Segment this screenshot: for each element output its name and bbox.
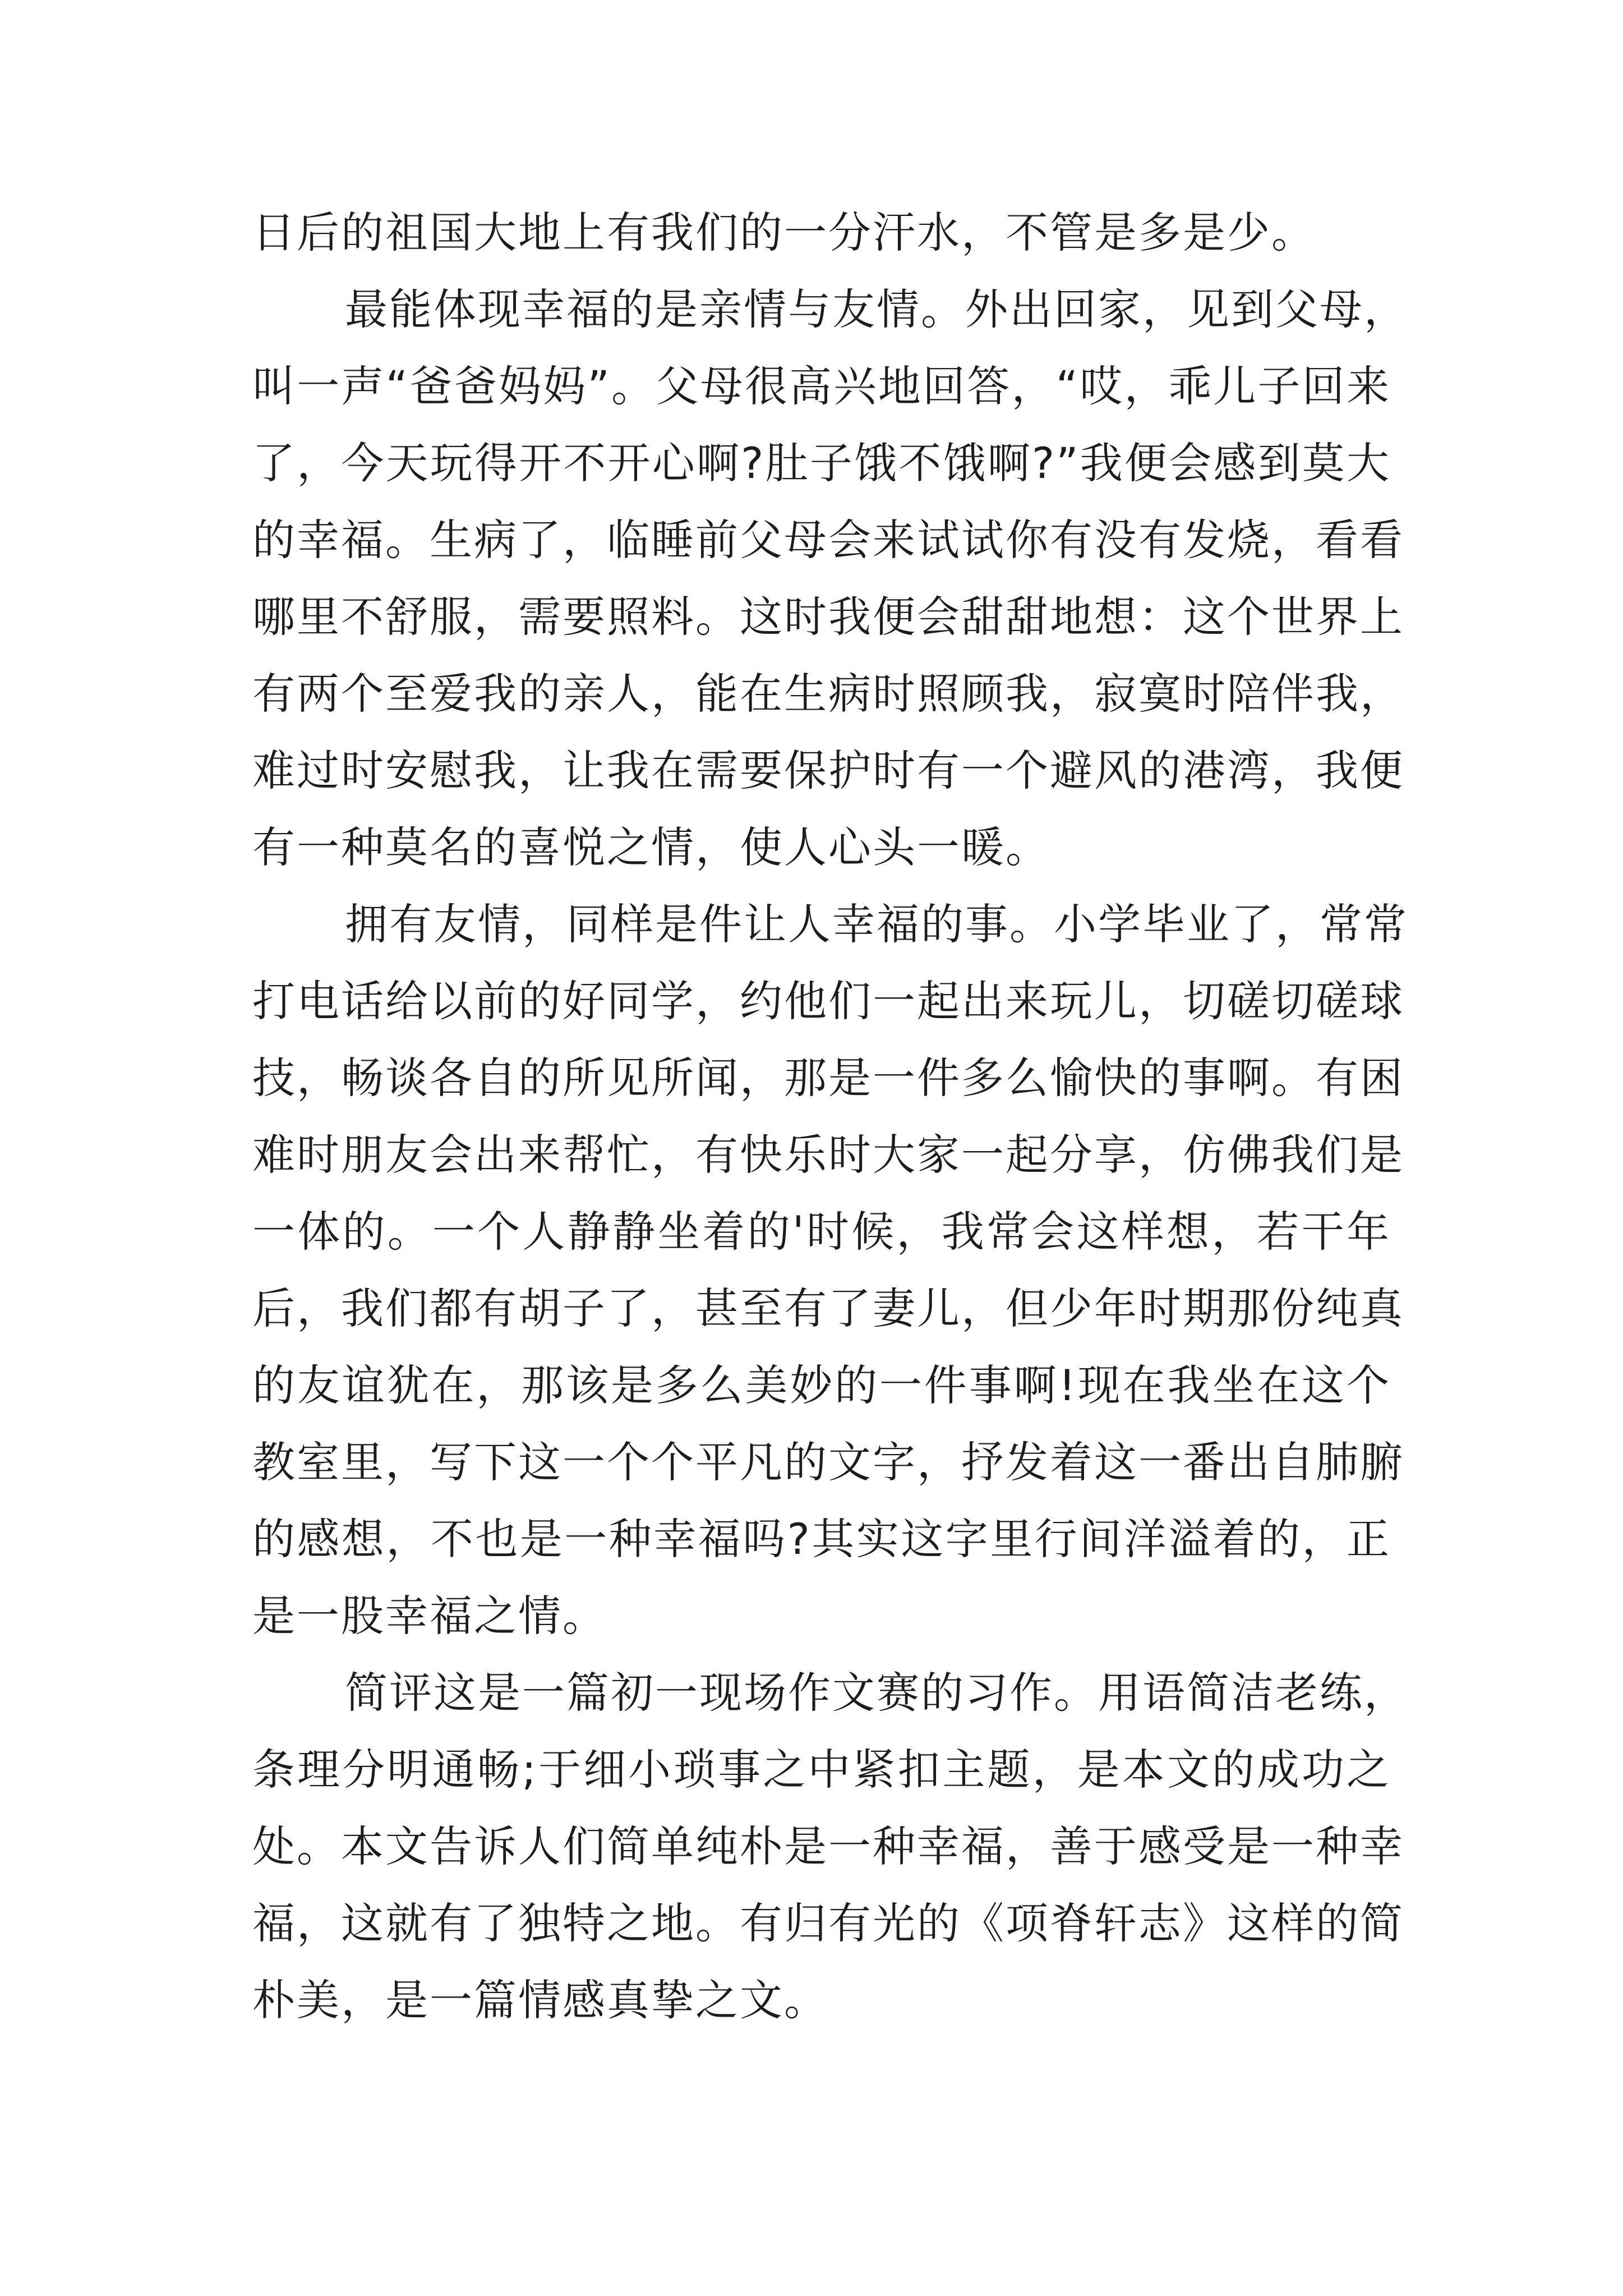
text-line: 哪里不舒服，需要照料。这时我便会甜甜地想：这个世界上 bbox=[252, 592, 1404, 642]
text-line: 条理分明通畅;于细小琐事之中紧扣主题，是本文的成功之 bbox=[252, 1745, 1391, 1795]
text-line: 有两个至爱我的亲人，能在生病时照顾我，寂寞时陪伴我， bbox=[252, 669, 1404, 719]
text-line: 打电话给以前的好同学，约他们一起出来玩儿，切磋切磋球 bbox=[252, 976, 1404, 1026]
text-line: 的幸福。生病了，临睡前父母会来试试你有没有发烧，看看 bbox=[252, 515, 1404, 565]
text-line: 教室里，写下这一个个平凡的文字，抒发着这一番出自肺腑 bbox=[252, 1437, 1404, 1487]
text-line: 叫一声“爸爸妈妈”。父母很高兴地回答，“哎，乖儿子回来 bbox=[252, 361, 1391, 411]
text-line: 的友谊犹在，那该是多么美妙的一件事啊!现在我坐在这个 bbox=[252, 1360, 1391, 1410]
text-line: 处。本文告诉人们简单纯朴是一种幸福，善于感受是一种幸 bbox=[252, 1821, 1404, 1871]
paragraph-start-line: 拥有友情，同样是件让人幸福的事。小学毕业了，常常 bbox=[345, 899, 1408, 949]
text-line: 技，畅谈各自的所见所闻，那是一件多么愉快的事啊。有困 bbox=[252, 1053, 1404, 1103]
text-line: 有一种莫名的喜悦之情，使人心头一暖。 bbox=[252, 822, 1050, 872]
text-line: 难时朋友会出来帮忙，有快乐时大家一起分享，仿佛我们是 bbox=[252, 1130, 1404, 1180]
text-line: 是一股幸福之情。 bbox=[252, 1591, 607, 1641]
paragraph-start-line: 最能体现幸福的是亲情与友情。外出回家，见到父母， bbox=[345, 284, 1408, 334]
text-line: 难过时安慰我，让我在需要保护时有一个避风的港湾，我便 bbox=[252, 746, 1404, 795]
text-line: 的感想，不也是一种幸福吗?其实这字里行间洋溢着的，正 bbox=[252, 1514, 1391, 1564]
text-line: 了，今天玩得开不开心啊?肚子饿不饿啊?”我便会感到莫大 bbox=[252, 438, 1391, 488]
paragraph-start-line: 简评这是一篇初一现场作文赛的习作。用语简洁老练， bbox=[345, 1668, 1408, 1718]
text-line: 日后的祖国大地上有我们的一分汗水，不管是多是少。 bbox=[252, 208, 1316, 257]
text-line: 朴美，是一篇情感真挚之文。 bbox=[252, 1975, 828, 2025]
text-line: 后，我们都有胡子了，甚至有了妻儿，但少年时期那份纯真 bbox=[252, 1283, 1404, 1333]
text-line: 一体的。一个人静静坐着的'时候，我常会这样想，若干年 bbox=[252, 1207, 1391, 1257]
text-line: 福，这就有了独特之地。有归有光的《项脊轩志》这样的简 bbox=[252, 1898, 1404, 1948]
